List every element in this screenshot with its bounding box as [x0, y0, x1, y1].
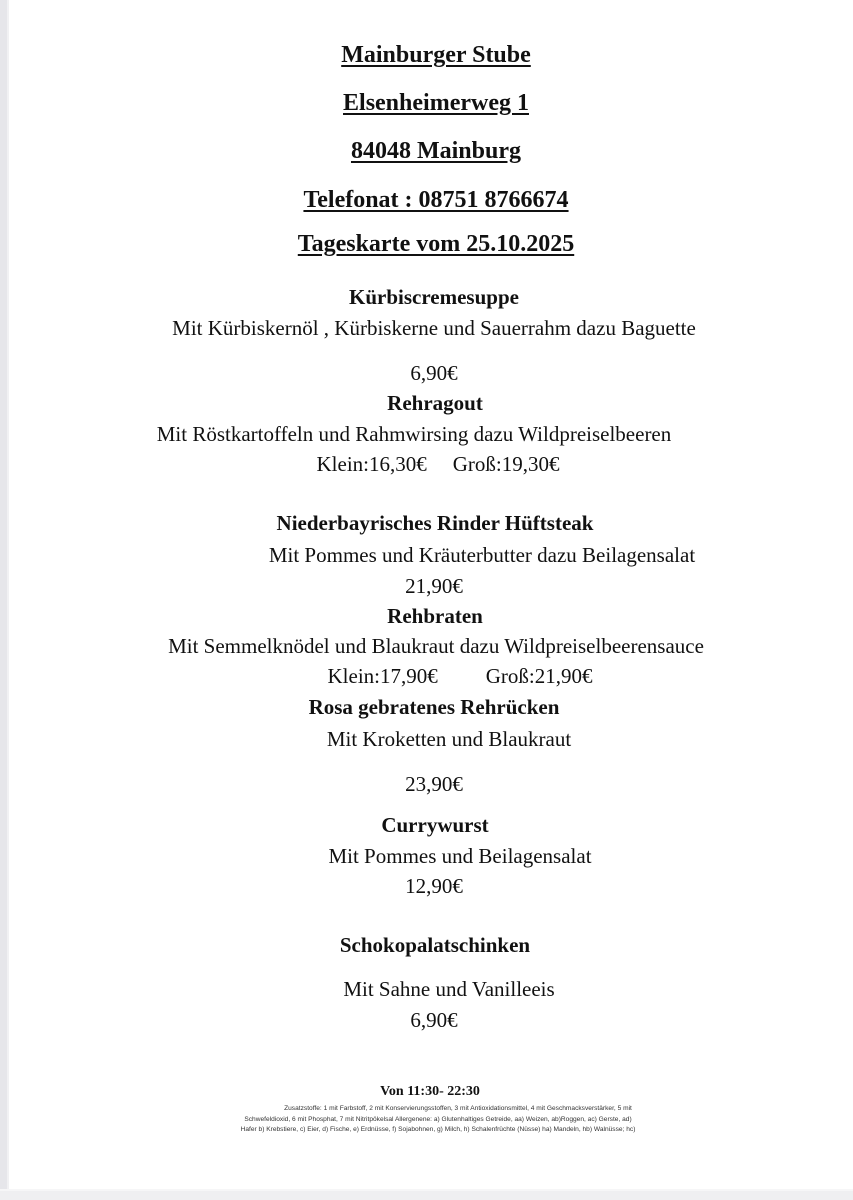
dish-description: Mit Pommes und Beilagensalat: [328, 844, 592, 868]
fine-print-line: Schwefeldioxid, 6 mit Phosphat, 7 mit Nitritpökelsal Allergenene: a) Glutenhaltiges Getreide, aa) Weizen, ab)Roggen, ac) Gerste, ad): [244, 1115, 632, 1123]
page-edge-left: [0, 0, 7, 1200]
dish-description: Mit Kürbiskernöl , Kürbiskerne und Sauerrahm dazu Baguette: [172, 316, 696, 340]
dish-price: 21,90€: [405, 574, 463, 598]
dish-name: Rehbraten: [387, 604, 483, 628]
dish-price: 6,90€: [410, 1008, 458, 1032]
dish-name: Schokopalatschinken: [339, 933, 531, 957]
dish-name: Kürbiscremesuppe: [349, 285, 519, 309]
fine-print-line: Hafer b) Krebstiere, c) Eier, d) Fische, e) Erdnüsse, f) Sojabohnen, g) Milch, h) Schalenfrüchte (Nüsse) ha) Mandeln, hb) Walnüsse; hc): [240, 1126, 636, 1133]
price-small: Klein:16,30€: [316, 452, 427, 476]
dish-name: Currywurst: [381, 813, 489, 837]
page-edge-left-shadow: [7, 0, 9, 1200]
dish-name: Rehragout: [387, 391, 483, 415]
dish-description: Mit Röstkartoffeln und Rahmwirsing dazu Wildpreiselbeeren: [156, 422, 672, 446]
dish-description: Mit Kroketten und Blaukraut: [326, 727, 572, 751]
dish-price-row: [260, 666, 660, 687]
fine-print: [178, 1104, 698, 1136]
dish-description: Mit Semmelknödel und Blaukraut dazu Wildpreiselbeerensauce: [168, 634, 704, 658]
restaurant-name: Mainburger Stube: [341, 42, 531, 68]
menu-title: Tageskarte vom 25.10.2025: [297, 231, 575, 257]
dish-price: 12,90€: [405, 874, 463, 898]
price-large: Groß:21,90€: [485, 664, 593, 688]
dish-name: Niederbayrisches Rinder Hüftsteak: [276, 511, 594, 535]
price-small: Klein:17,90€: [327, 664, 438, 688]
phone-number: Telefonat : 08751 8766674: [303, 187, 569, 213]
fine-print-line: Zusatzstoffe: 1 mit Farbstoff, 2 mit Konservierungsstoffen, 3 mit Antioxidationsmittel, 4 mit Geschmacksverstärker, 5 mit: [284, 1105, 632, 1112]
dish-price-row: [238, 454, 638, 475]
address-street: Elsenheimerweg 1: [343, 90, 529, 116]
address-city: 84048 Mainburg: [350, 138, 521, 164]
opening-hours: Von 11:30- 22:30: [380, 1084, 480, 1099]
dish-price: 23,90€: [405, 772, 463, 796]
price-large: Groß:19,30€: [452, 452, 560, 476]
dish-description: Mit Sahne und Vanilleeis: [343, 977, 555, 1001]
dish-description: Mit Pommes und Kräuterbutter dazu Beilagensalat: [268, 543, 696, 567]
page-edge-bottom: [0, 1191, 853, 1200]
dish-name: Rosa gebratenes Rehrücken: [308, 695, 560, 719]
dish-price: 6,90€: [410, 361, 458, 385]
